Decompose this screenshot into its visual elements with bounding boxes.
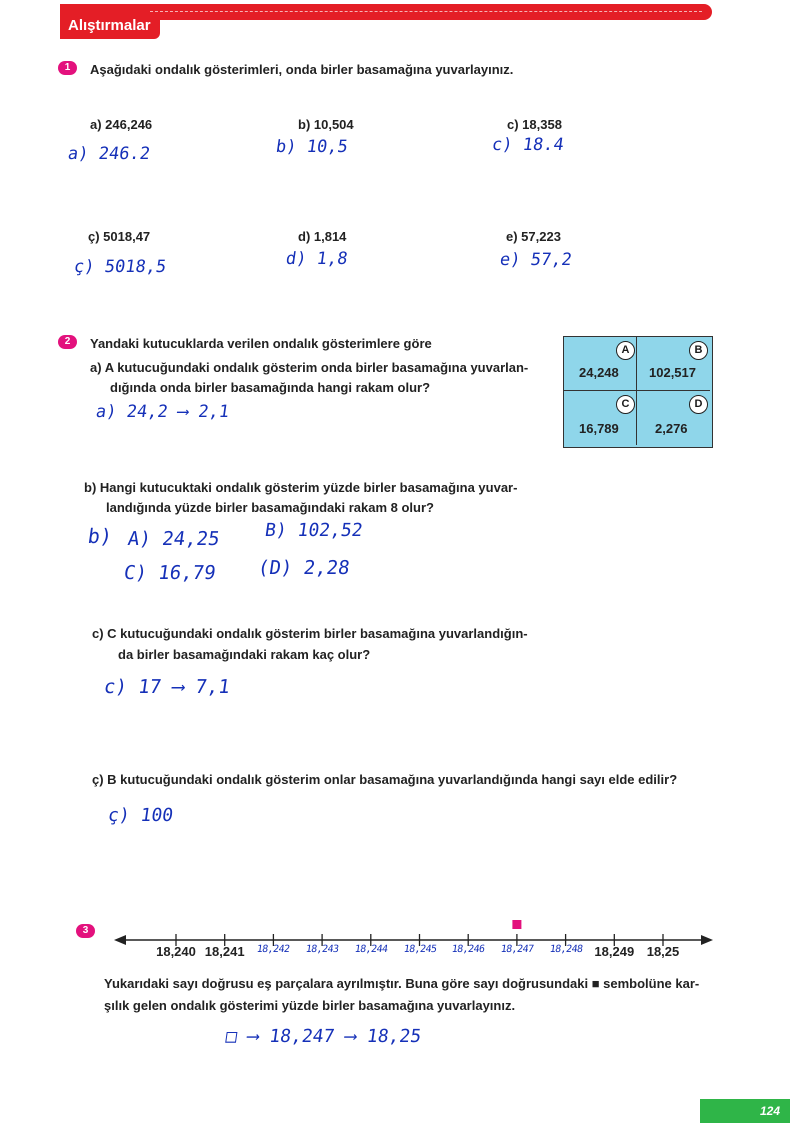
q2-intro: Yandaki kutucuklarda verilen ondalık gösterimlere göre bbox=[90, 336, 432, 351]
q2b-answer-b: B) 102,52 bbox=[263, 520, 365, 541]
q2c-answer: c) 17 ⟶ 7,1 bbox=[102, 676, 232, 698]
box-c-value: 16,789 bbox=[579, 421, 619, 436]
q1-item-d: d) 1,814 bbox=[298, 229, 347, 244]
q3-text-line2: şılık gelen ondalık gösterimi yüzde birler basamağına yuvarlayınız. bbox=[104, 998, 516, 1013]
q1-answer-a: a) 246.2 bbox=[66, 144, 152, 164]
q1-answer-b: b) 10,5 bbox=[274, 137, 350, 157]
number-line-tick-label: 18,240 bbox=[156, 944, 196, 959]
box-c bbox=[564, 391, 637, 445]
q1-answer-e: e) 57,2 bbox=[498, 250, 574, 270]
question-badge-3: 3 bbox=[76, 924, 95, 938]
number-line-tick-label: 18,244 bbox=[353, 944, 388, 955]
number-line-tick-label: 18,246 bbox=[451, 944, 486, 955]
q2b-line1: b) Hangi kutucuktaki ondalık gösterim yüzde birler basamağına yuvar- bbox=[84, 480, 518, 495]
q2cc-answer: ç) 100 bbox=[106, 805, 175, 826]
box-d-letter: D bbox=[689, 395, 708, 414]
q1-item-a: a) 246,246 bbox=[90, 117, 153, 132]
box-a-value: 24,248 bbox=[579, 365, 619, 380]
q2b-answer-a: A) 24,25 bbox=[126, 528, 222, 550]
q1-item-b: b) 10,504 bbox=[298, 117, 354, 132]
q3-answer: □ ⟶ 18,247 ⟶ 18,25 bbox=[224, 1026, 423, 1047]
box-b bbox=[637, 337, 710, 391]
box-a-letter: A bbox=[616, 341, 635, 360]
q2a-answer: a) 24,2 ⟶ 2,1 bbox=[94, 402, 231, 422]
q2cc-line1: ç) B kutucuğundaki ondalık gösterim onlar basamağına yuvarlandığında hangi sayı elde edilir? bbox=[92, 772, 678, 787]
number-line-tick-label: 18,241 bbox=[204, 944, 245, 959]
q1-answer-cc: ç) 5018,5 bbox=[72, 257, 168, 277]
number-line-marker bbox=[512, 920, 521, 929]
q1-answer-c: c) 18.4 bbox=[490, 135, 566, 155]
number-line-tick-label: 18,245 bbox=[402, 944, 437, 955]
q1-prompt: Aşağıdaki ondalık gösterimleri, onda birler basamağına yuvarlayınız. bbox=[90, 62, 514, 77]
q1-answer-d: d) 1,8 bbox=[284, 249, 349, 269]
q2b-line2: landığında yüzde birler basamağındaki rakam 8 olur? bbox=[106, 500, 434, 515]
q2b-answer-label: b) bbox=[86, 524, 114, 548]
q1-item-c: c) 18,358 bbox=[507, 117, 562, 132]
q2b-answer-c: C) 16,79 bbox=[122, 562, 218, 584]
q2b-answer-d: (D) 2,28 bbox=[256, 557, 352, 579]
question-badge-2: 2 bbox=[58, 335, 77, 349]
box-b-letter: B bbox=[689, 341, 708, 360]
box-d-value: 2,276 bbox=[655, 421, 688, 436]
box-a bbox=[564, 337, 637, 391]
q2a-line1: a) A kutucuğundaki ondalık gösterim onda birler basamağına yuvarlan- bbox=[90, 360, 529, 375]
value-boxes-grid bbox=[563, 336, 713, 448]
q2c-line2: da birler basamağındaki rakam kaç olur? bbox=[118, 647, 371, 662]
page-number: 124 bbox=[700, 1099, 790, 1123]
number-line-tick-label: 18,242 bbox=[256, 944, 291, 955]
box-c-letter: C bbox=[616, 395, 635, 414]
number-line-tick-label: 18,247 bbox=[499, 944, 534, 955]
q2a-line2: dığında onda birler basamağında hangi rakam olur? bbox=[110, 380, 431, 395]
box-d bbox=[637, 391, 710, 445]
number-line-tick-label: 18,25 bbox=[646, 944, 680, 959]
section-title: Alıştırmalar bbox=[60, 13, 160, 39]
q1-item-e: e) 57,223 bbox=[506, 229, 561, 244]
q3-text-line1: Yukarıdaki sayı doğrusu eş parçalara ayrılmıştır. Buna göre sayı doğrusundaki ■ sembolüne kar- bbox=[104, 976, 700, 991]
q1-item-cc: ç) 5018,47 bbox=[88, 229, 151, 244]
number-line-tick-label: 18,243 bbox=[305, 944, 340, 955]
number-line-labels bbox=[0, 944, 794, 964]
header-divider bbox=[150, 11, 702, 12]
question-badge-1: 1 bbox=[58, 61, 77, 75]
number-line-tick-label: 18,249 bbox=[594, 944, 635, 959]
box-b-value: 102,517 bbox=[649, 365, 696, 380]
number-line-tick-label: 18,248 bbox=[548, 944, 583, 955]
q2c-line1: c) C kutucuğundaki ondalık gösterim birler basamağına yuvarlandığın- bbox=[92, 626, 528, 641]
